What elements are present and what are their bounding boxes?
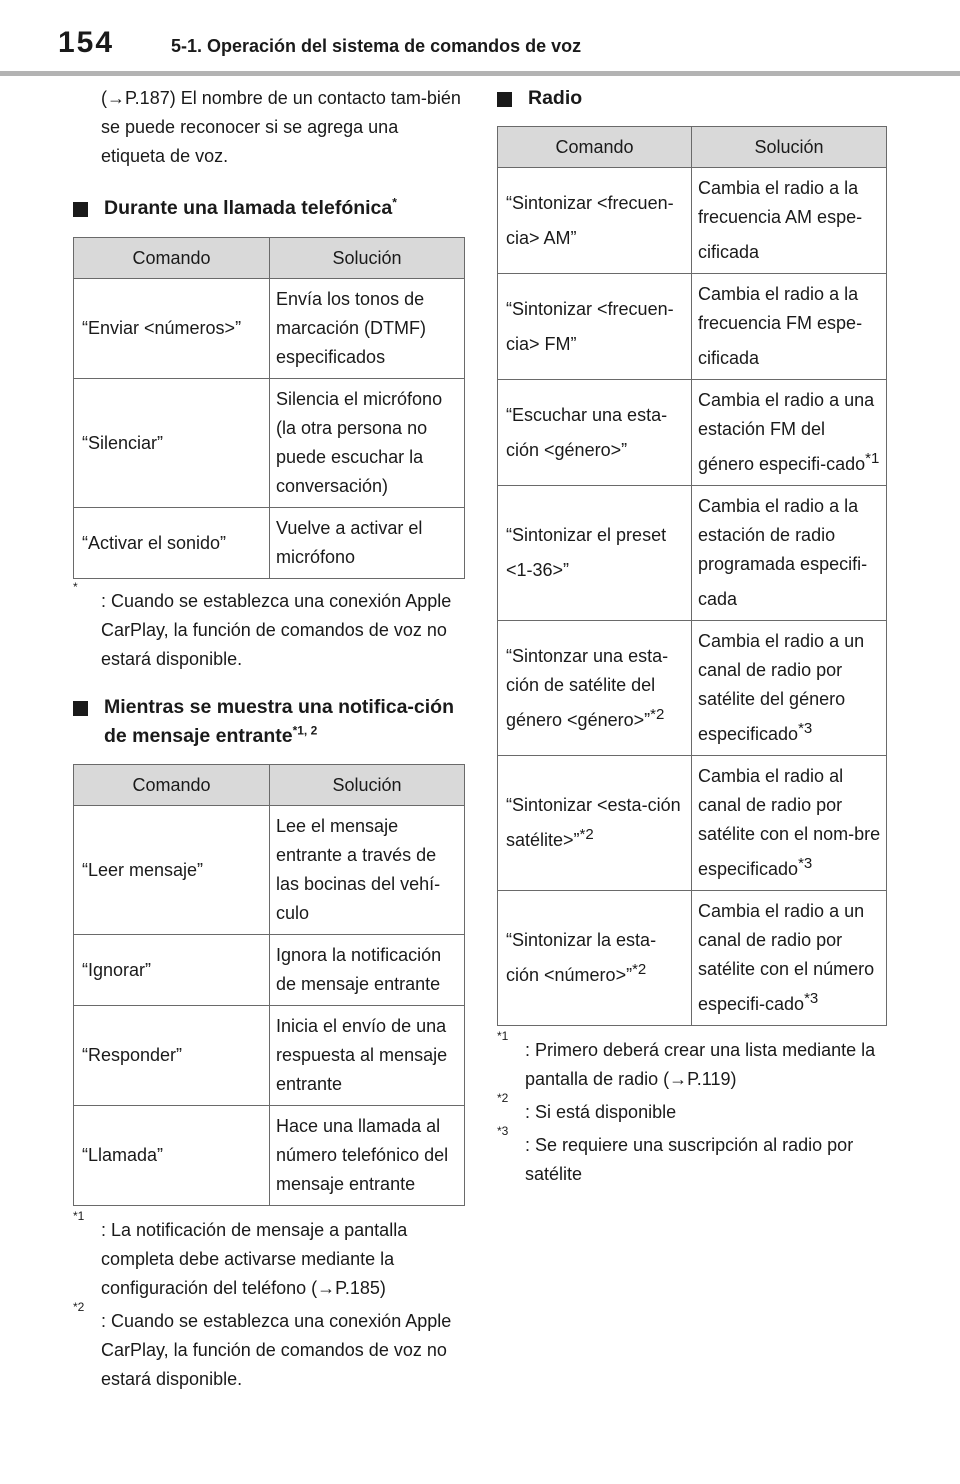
- table-row: [74, 935, 465, 1006]
- command-cell: [498, 891, 692, 1026]
- command-cell: “Activar el sonido”: [74, 508, 270, 579]
- command-cell: “Llamada”: [74, 1106, 270, 1206]
- footnote-ref: *3: [798, 720, 813, 737]
- command-cell: [498, 168, 692, 274]
- footnote: *2 : Cuando se establezca una conexión Apple CarPlay, la función de comandos de voz no estará disponible.: [73, 1300, 452, 1389]
- solution-text: Cambia el radio a la estación de radio programada especifi-cada: [698, 496, 868, 609]
- footnote-text: : Cuando se establezca una conexión Apple CarPlay, la función de comandos de voz no estará disponible.: [101, 591, 452, 669]
- command-text: “Sintonizar el preset <1-36>”: [506, 525, 667, 580]
- footnote: *1 : Primero deberá crear una lista mediante la pantalla de radio (→P.119): [497, 1029, 876, 1089]
- solution-cell: [692, 756, 887, 891]
- table-header-row: [74, 238, 465, 279]
- solution-text: Cambia el radio a una estación FM del género especifi-cado: [698, 390, 875, 474]
- footnote-ref: *2: [650, 705, 665, 723]
- section-heading-phone-call: [73, 194, 465, 223]
- square-bullet-icon: [497, 92, 512, 107]
- solution-cell: Inicia el envío de una respuesta al mensaje entrante: [270, 1006, 465, 1106]
- command-text: “Sintonizar <frecuen-cia> FM”: [506, 298, 674, 354]
- command-cell: “Ignorar”: [74, 935, 270, 1006]
- footnote-ref: *3: [798, 855, 813, 872]
- solution-cell: [692, 486, 887, 621]
- solution-text: Cambia el radio a la frecuencia AM espe-cificada: [698, 178, 863, 262]
- table-row: [74, 1006, 465, 1106]
- solution-cell: Silencia el micrófono (la otra persona no puede escuchar la conversación): [270, 379, 465, 508]
- intro-text: (→P.187) El nombre de un contacto tam-bién se puede reconocer si se agrega una etiqueta de voz.: [101, 88, 461, 166]
- command-cell: [498, 621, 692, 756]
- page-number: 154: [58, 26, 115, 59]
- page-header: [0, 0, 960, 78]
- header-rule: [0, 71, 960, 76]
- command-cell: “Enviar <números>”: [74, 279, 270, 379]
- command-cell: “Responder”: [74, 1006, 270, 1106]
- column-header-command: Comando: [74, 238, 270, 279]
- table-row: [74, 508, 465, 579]
- table-header-row: [74, 765, 465, 806]
- footnote-ref: *1: [865, 450, 880, 467]
- square-bullet-icon: [73, 202, 88, 217]
- footnote-ref: *2: [579, 826, 594, 843]
- table-row: [498, 891, 887, 1026]
- column-header-solution: Solución: [270, 765, 465, 806]
- footnote-ref: *2: [632, 961, 647, 978]
- command-cell: [498, 274, 692, 380]
- heading-mark: *1, 2: [292, 723, 318, 738]
- column-header-solution: Solución: [692, 127, 887, 168]
- solution-text: Cambia el radio a la frecuencia FM espe-cificada: [698, 284, 863, 368]
- command-cell: [498, 380, 692, 486]
- table-header-row: [498, 127, 887, 168]
- table-row: [74, 1106, 465, 1206]
- heading-mark: *: [392, 195, 397, 210]
- footnote: * : Cuando se establezca una conexión Apple CarPlay, la función de comandos de voz no estará disponible.: [73, 580, 452, 669]
- solution-cell: [692, 380, 887, 486]
- footnote: *2 : Si está disponible: [497, 1091, 677, 1122]
- column-header-solution: Solución: [270, 238, 465, 279]
- solution-cell: [692, 621, 887, 756]
- square-bullet-icon: [73, 701, 88, 716]
- solution-text: Cambia el radio a un canal de radio por satélite con el número especifi-cado: [698, 901, 875, 1014]
- section-heading-radio: [497, 84, 887, 113]
- solution-cell: Vuelve a activar el micrófono: [270, 508, 465, 579]
- phone-call-commands-table: [73, 237, 465, 579]
- heading-text: Mientras se muestra una notifica-ción de mensaje entrante: [104, 696, 455, 747]
- solution-cell: [692, 274, 887, 380]
- column-header-command: Comando: [74, 765, 270, 806]
- footnote-ref: *3: [804, 990, 819, 1007]
- section-heading-incoming-message: [73, 693, 465, 751]
- radio-commands-table: [497, 126, 887, 1026]
- command-cell: [498, 756, 692, 891]
- right-column: [497, 84, 887, 1189]
- command-text: “Sintonzar una esta-ción de satélite del género <género>”: [506, 645, 669, 730]
- table-row: [498, 621, 887, 756]
- command-cell: “Silenciar”: [74, 379, 270, 508]
- solution-text: Cambia el radio a un canal de radio por satélite del género especificado: [698, 631, 865, 744]
- table-row: [498, 380, 887, 486]
- command-cell: [498, 486, 692, 621]
- command-text: “Sintonizar <frecuen-cia> AM”: [506, 192, 674, 248]
- left-column: [73, 84, 465, 1394]
- table-row: [498, 756, 887, 891]
- solution-cell: Envía los tonos de marcación (DTMF) especificados: [270, 279, 465, 379]
- table-row: [498, 168, 887, 274]
- command-cell: “Leer mensaje”: [74, 806, 270, 935]
- footnote-text: : Primero deberá crear una lista mediante la pantalla de radio (→P.119): [525, 1040, 876, 1089]
- footnote: *1 : La notificación de mensaje a pantalla completa debe activarse mediante la configuración del teléfono (→P.185): [73, 1209, 408, 1298]
- solution-cell: [692, 891, 887, 1026]
- command-text: “Escuchar una esta-ción <género>”: [506, 404, 668, 460]
- table-row: [74, 379, 465, 508]
- solution-cell: Hace una llamada al número telefónico del mensaje entrante: [270, 1106, 465, 1206]
- footnote-text: : Cuando se establezca una conexión Apple CarPlay, la función de comandos de voz no estará disponible.: [101, 1311, 452, 1389]
- footnote-text: : Si está disponible: [525, 1102, 677, 1122]
- chapter-title: 5-1. Operación del sistema de comandos de voz: [171, 36, 582, 56]
- heading-text: Durante una llamada telefónica: [104, 197, 393, 219]
- incoming-message-commands-table: [73, 764, 465, 1206]
- command-text: “Sintonizar la esta-ción <número>”: [506, 930, 657, 985]
- solution-cell: Lee el mensaje entrante a través de las bocinas del vehí-culo: [270, 806, 465, 935]
- solution-text: Cambia el radio al canal de radio por satélite con el nom-bre especificado: [698, 766, 881, 879]
- solution-cell: Ignora la notificación de mensaje entrante: [270, 935, 465, 1006]
- column-header-command: Comando: [498, 127, 692, 168]
- footnote: *3 : Se requiere una suscripción al radio por satélite: [497, 1124, 854, 1184]
- table-row: [74, 806, 465, 935]
- footnote-text: : Se requiere una suscripción al radio por satélite: [525, 1135, 854, 1184]
- table-row: [498, 486, 887, 621]
- table-row: [74, 279, 465, 379]
- footnote-text: : La notificación de mensaje a pantalla completa debe activarse mediante la configuración del teléfono (→P.185): [101, 1220, 408, 1298]
- table-row: [498, 274, 887, 380]
- solution-cell: [692, 168, 887, 274]
- command-text: “Sintonizar <esta-ción satélite>”: [506, 795, 681, 850]
- heading-text: Radio: [528, 87, 583, 109]
